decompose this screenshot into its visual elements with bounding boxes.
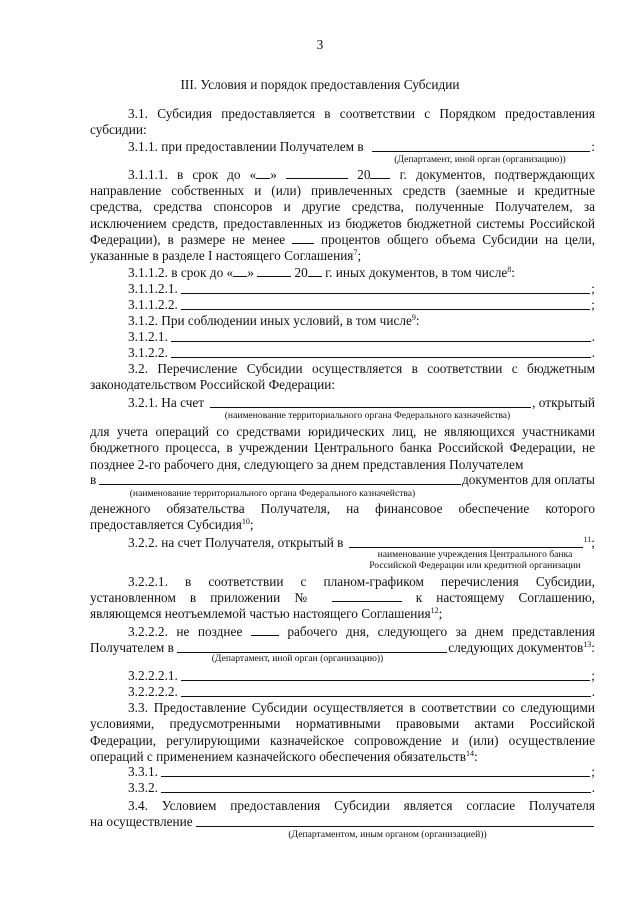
caption-treasury-1: (наименование территориального органа Федерального казначейства) bbox=[224, 410, 511, 421]
paragraph-3-1-1-2-1: 3.1.1.2.1. ; bbox=[128, 281, 595, 296]
paragraph-3-2-1-body: для учета операций со средствами юридических лиц, не являющихся участниками бюджетного процесса, в учреждении Центрального банка Российской Федерации, не позднее 2-го рабочего дня, следующего за днем представления Получателем bbox=[90, 424, 595, 472]
paragraph-3-3: 3.3. Предоставление Субсидии осуществляется в соответствии со следующими условиями, предусмотренными нормативными правовыми актами Российской Федерации, регулирующими казначейское сопровождение и (или) осуществление операций с применением казначейского обеспечения обязательств$^{14}$: bbox=[90, 700, 595, 764]
paragraph-3-2-2-2-1: 3.2.2.2.1. ; bbox=[128, 668, 595, 683]
fill-line bbox=[171, 345, 591, 358]
paragraph-3-2-2-2-2: 3.2.2.2.2. . bbox=[128, 684, 595, 699]
caption-bank-1: наименование учреждения Центрального банка bbox=[377, 549, 573, 560]
paragraph-3-1-2: 3.1.2. При соблюдении иных условий, в том числе$^9$: bbox=[128, 313, 420, 328]
paragraph-3-2-2-1-line3: являющемся неотъемлемой частью настоящего Соглашения$^{12}$; bbox=[90, 606, 443, 621]
section-title: III. Условия и порядок предоставления Субсидии bbox=[180, 77, 460, 92]
fill-line bbox=[181, 684, 591, 697]
caption-department-2: (Департамент, иной орган (организацию)) bbox=[211, 653, 384, 664]
paragraph-3-2: 3.2. Перечисление Субсидии осуществляется в соответствии с бюджетным законодательством Российской Федерации: bbox=[90, 361, 595, 393]
paragraph-3-1-1-2-2: 3.1.1.2.2. ; bbox=[128, 297, 595, 312]
paragraph-3-3-2: 3.3.2. . bbox=[128, 780, 595, 795]
paragraph-3-1-1-1-line1: 3.1.1.1. в срок до « » 20 г. документов, подтверждающих bbox=[128, 167, 596, 182]
paragraph-3-2-2: 3.2.2. на счет Получателя, открытый в $^{11}$; bbox=[128, 535, 595, 550]
paragraph-3-2-2-1-line1: 3.2.2.1. в соответствии с планом-графиком перечисления Субсидии, bbox=[128, 574, 595, 589]
fill-line bbox=[99, 472, 461, 485]
paragraph-3-1-2-1: 3.1.2.1. . bbox=[128, 329, 595, 344]
fill-line bbox=[181, 281, 590, 294]
fill-line bbox=[372, 139, 591, 152]
paragraph-3-4: 3.4. Условием предоставления Субсидии является согласие Получателя bbox=[128, 798, 595, 813]
caption-treasury-2: (наименование территориального органа Федерального казначейства) bbox=[129, 488, 416, 499]
paragraph-3-1-2-2: 3.1.2.2. . bbox=[128, 345, 595, 360]
page-number: 3 bbox=[316, 37, 324, 52]
paragraph-3-2-1: 3.2.1. На счет , открытый bbox=[128, 395, 595, 410]
fill-line bbox=[210, 395, 531, 408]
paragraph-3-2-2-2-line1: 3.2.2.2. не позднее рабочего дня, следующего за днем представления bbox=[128, 624, 596, 639]
caption-bank-2: Российской Федерации или кредитной организации bbox=[369, 560, 581, 571]
paragraph-3-2-2-1-line2: установленном в приложении № к настоящему Соглашению, bbox=[90, 590, 596, 605]
fill-line bbox=[181, 297, 590, 310]
paragraph-3-4-line: на осуществление bbox=[90, 814, 595, 830]
paragraph-3-1-1-1-body: направление собственных и (или) привлеченных средств (заемные и кредитные средства, средства спонсоров и другие средства, полученные Получателем, за исключением средств, предоставленных из бюджетов бюджетной системы Российской Федерации), в размере не менее процентов общего объема Субсидии на цели, указанные в разделе I настоящего Соглашения$^7$; bbox=[90, 183, 596, 264]
fill-line bbox=[181, 668, 590, 681]
paragraph-3-2-1-body2: денежного обязательства Получателя, на финансовое обеспечение которого предоставляется Субсидия$^{10}$; bbox=[90, 501, 595, 533]
paragraph-3-2-2-2-line2: Получателем в следующих документов$^{13}$: bbox=[90, 640, 595, 655]
caption-department: (Департамент, иной орган (организацию)) bbox=[394, 154, 566, 165]
fill-line bbox=[161, 780, 591, 793]
caption-department-3: (Департаментом, иным органом (организацией)) bbox=[288, 829, 487, 840]
paragraph-3-1-1-2: 3.1.1.2. в срок до « » 20 г. иных документов, в том числе$^8$: bbox=[128, 265, 515, 280]
fill-line bbox=[171, 329, 591, 342]
fill-line bbox=[196, 814, 594, 827]
paragraph-3-1-1: 3.1.1. при предоставлении Получателем в : bbox=[128, 139, 595, 154]
paragraph-3-1: 3.1. Субсидия предоставляется в соответствии с Порядком предоставления субсидии: bbox=[90, 106, 595, 138]
fill-line bbox=[349, 535, 582, 548]
fill-line bbox=[161, 764, 590, 777]
fill-line bbox=[177, 640, 447, 653]
paragraph-3-2-1-line: в документов для оплаты bbox=[90, 472, 595, 487]
paragraph-3-3-1: 3.3.1. ; bbox=[128, 764, 595, 779]
